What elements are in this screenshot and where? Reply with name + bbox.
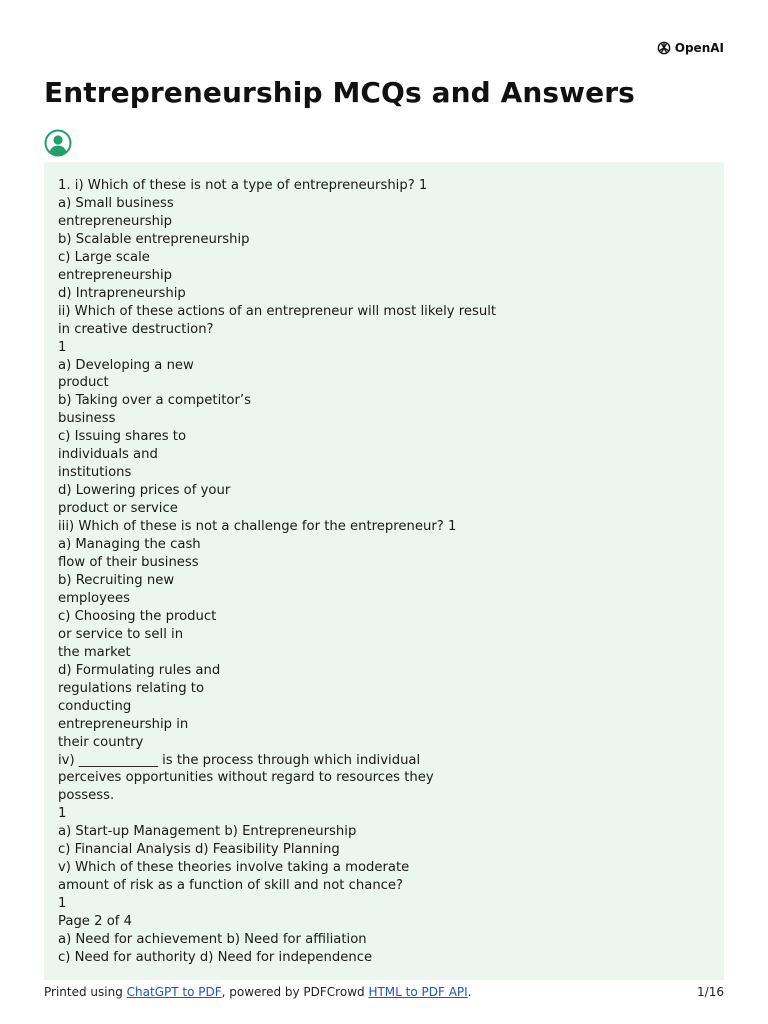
message-line: institutions: [58, 465, 132, 481]
page-number: 1/16: [697, 985, 724, 999]
footer-prefix: Printed using: [44, 985, 127, 999]
message-line: in creative destruction?: [58, 321, 214, 337]
message-line: a) Need for achievement b) Need for affiliation: [58, 932, 367, 948]
message-line: iv) ____________ is the process through which individual: [58, 752, 421, 768]
message-line: d) Intrapreneurship: [58, 285, 186, 301]
message-line: iii) Which of these is not a challenge for the entrepreneur? 1: [58, 519, 457, 535]
brand-name: OpenAI: [674, 41, 724, 55]
openai-brand: [656, 40, 724, 56]
message-line: entrepreneurship in: [58, 716, 189, 732]
message-line: 1: [58, 339, 67, 355]
message-line: v) Which of these theories involve taking a moderate: [58, 860, 410, 876]
message-line: amount of risk as a function of skill and not chance?: [58, 878, 404, 894]
chatgpt-to-pdf-link[interactable]: ChatGPT to PDF: [126, 985, 222, 999]
message-line: employees: [58, 590, 130, 606]
message-line: c) Issuing shares to: [58, 429, 187, 445]
message-line: regulations relating to: [58, 680, 205, 696]
message-line: a) Small business: [58, 195, 174, 211]
footer-credit: [44, 985, 472, 999]
user-message: [44, 162, 724, 980]
message-line: entrepreneurship: [58, 213, 173, 229]
openai-logo-icon: [656, 40, 672, 56]
message-line: c) Large scale: [58, 249, 150, 265]
message-line: ii) Which of these actions of an entrepreneur will most likely result: [58, 303, 497, 319]
message-line: c) Need for authority d) Need for independence: [58, 949, 373, 965]
html-to-pdf-api-link[interactable]: HTML to PDF API: [368, 985, 468, 999]
message-line: b) Scalable entrepreneurship: [58, 231, 250, 247]
message-line: entrepreneurship: [58, 267, 173, 283]
message-line: b) Taking over a competitor’s: [58, 393, 251, 409]
message-line: a) Developing a new: [58, 357, 194, 373]
footer: [44, 985, 724, 999]
page-title: Entrepreneurship MCQs and Answers: [44, 76, 635, 109]
message-line: their country: [58, 734, 144, 750]
message-line: d) Lowering prices of your: [58, 483, 231, 499]
message-line: the market: [58, 644, 131, 660]
message-line: d) Formulating rules and: [58, 662, 221, 678]
message-line: b) Recruiting new: [58, 572, 175, 588]
message-line: or service to sell in: [58, 626, 184, 642]
message-line: product: [58, 375, 109, 391]
message-line: c) Choosing the product: [58, 608, 217, 624]
message-line: 1: [58, 806, 67, 822]
footer-middle: , powered by PDFCrowd: [221, 985, 369, 999]
message-line: a) Start-up Management b) Entrepreneurship: [58, 824, 357, 840]
message-line: product or service: [58, 501, 178, 517]
message-line: a) Managing the cash: [58, 537, 201, 553]
message-line: conducting: [58, 698, 132, 714]
message-line: perceives opportunities without regard to resources they: [58, 770, 434, 786]
user-avatar-icon: [44, 129, 72, 157]
message-line: possess.: [58, 788, 115, 804]
message-line: c) Financial Analysis d) Feasibility Planning: [58, 842, 340, 858]
footer-suffix: .: [467, 985, 472, 999]
message-line: 1. i) Which of these is not a type of entrepreneurship? 1: [58, 178, 428, 193]
message-line: business: [58, 411, 116, 427]
message-line: Page 2 of 4: [58, 914, 132, 930]
message-line: 1: [58, 896, 67, 912]
message-line: flow of their business: [58, 555, 199, 571]
message-line: individuals and: [58, 447, 158, 463]
